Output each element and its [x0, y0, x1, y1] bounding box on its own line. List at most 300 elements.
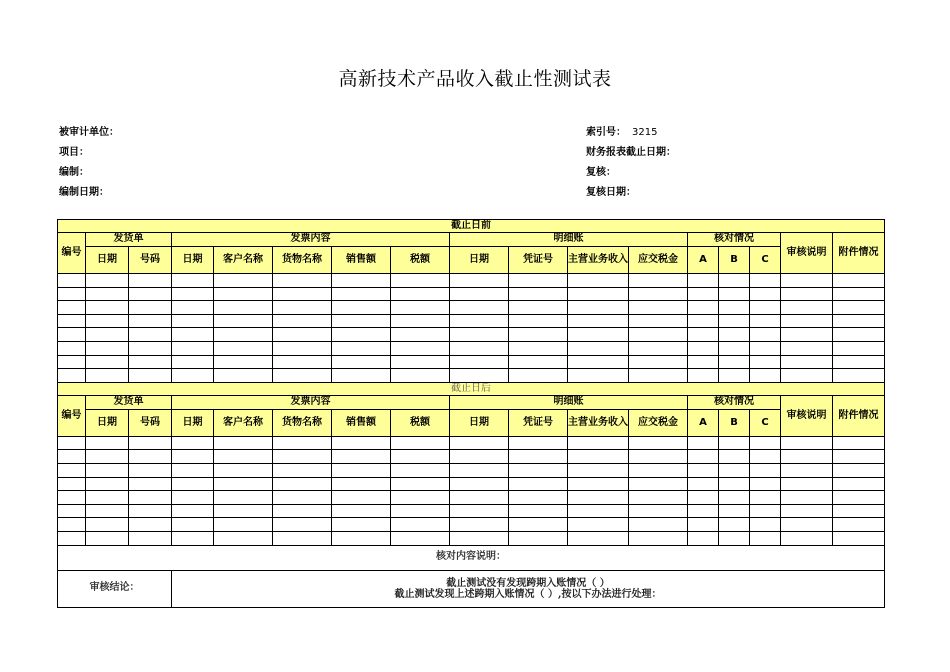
table-cell: [273, 504, 332, 518]
project-label: 项目：: [59, 147, 89, 158]
conclusion-text: [172, 570, 885, 607]
audited-unit-label: 被审计单位：: [59, 127, 119, 138]
table-cell: [450, 463, 509, 477]
table-cell: [273, 301, 332, 315]
table-cell: [332, 369, 391, 383]
table-cell: [391, 504, 450, 518]
table-cell: [629, 287, 688, 301]
table-row: [58, 531, 885, 545]
table-row: [58, 518, 885, 532]
table-cell: [688, 463, 719, 477]
table-cell: [172, 274, 214, 288]
table-cell: [509, 355, 568, 369]
table-cell: [172, 504, 214, 518]
table-cell: [719, 355, 750, 369]
prepared-by-label: 编制：: [59, 167, 89, 178]
table-cell: [568, 504, 629, 518]
table-cell: [214, 341, 273, 355]
table-cell: [833, 341, 885, 355]
table-cell: [719, 450, 750, 464]
table-cell: [629, 341, 688, 355]
table-cell: [781, 301, 833, 315]
table-cell: [86, 287, 129, 301]
table-cell: [391, 274, 450, 288]
table-cell: [833, 314, 885, 328]
table-cell: [129, 436, 172, 450]
table-cell: [332, 274, 391, 288]
table-cell: [58, 355, 86, 369]
table-cell: [273, 328, 332, 342]
table-cell: [214, 463, 273, 477]
col-delivery-date: 日期: [86, 247, 129, 274]
table-cell: [58, 463, 86, 477]
report-cutoff-date-label: 财务报表截止日期：: [586, 147, 676, 158]
table-cell: [509, 504, 568, 518]
table-cell: [214, 436, 273, 450]
table-cell: [332, 341, 391, 355]
table-cell: [129, 274, 172, 288]
table-cell: [781, 518, 833, 532]
table-cell: [629, 477, 688, 491]
table-cell: [629, 369, 688, 383]
table-cell: [568, 463, 629, 477]
table-cell: [629, 518, 688, 532]
after-cutoff-section: [58, 382, 885, 545]
table-cell: [172, 436, 214, 450]
table-cell: [719, 369, 750, 383]
col-ledger: 明细账: [450, 395, 688, 409]
verify-note-label: 核对内容说明：: [58, 545, 885, 570]
table-cell: [688, 504, 719, 518]
table-cell: [719, 518, 750, 532]
table-cell: [719, 341, 750, 355]
table-cell: [391, 328, 450, 342]
table-cell: [86, 531, 129, 545]
table-cell: [568, 450, 629, 464]
table-cell: [129, 531, 172, 545]
table-cell: [391, 341, 450, 355]
col-delivery-note: 发货单: [86, 395, 172, 409]
table-cell: [719, 287, 750, 301]
table-row: [58, 341, 885, 355]
table-cell: [509, 491, 568, 505]
table-cell: [509, 450, 568, 464]
table-cell: [450, 504, 509, 518]
table-cell: [214, 450, 273, 464]
table-cell: [58, 287, 86, 301]
table-cell: [214, 531, 273, 545]
table-cell: [781, 491, 833, 505]
table-cell: [450, 518, 509, 532]
table-cell: [688, 450, 719, 464]
table-cell: [214, 287, 273, 301]
before-cutoff-section: [58, 220, 885, 383]
table-cell: [172, 450, 214, 464]
col-review-note: 审核说明: [781, 395, 833, 436]
table-cell: [129, 477, 172, 491]
index-value: 3215: [632, 127, 658, 138]
table-cell: [450, 450, 509, 464]
table-cell: [273, 477, 332, 491]
table-cell: [391, 369, 450, 383]
table-cell: [450, 477, 509, 491]
table-cell: [719, 491, 750, 505]
table-cell: [450, 436, 509, 450]
table-cell: [86, 369, 129, 383]
col-tax: 税额: [391, 247, 450, 274]
table-cell: [688, 341, 719, 355]
table-cell: [629, 504, 688, 518]
table-cell: [750, 477, 781, 491]
table-cell: [58, 491, 86, 505]
table-cell: [86, 463, 129, 477]
col-sales: 销售额: [332, 409, 391, 436]
table-cell: [781, 450, 833, 464]
table-cell: [568, 518, 629, 532]
conclusion-line-2: 截止测试发现上述跨期入账情况（ ）,按以下办法进行处理：: [394, 588, 662, 600]
table-cell: [509, 341, 568, 355]
table-cell: [750, 504, 781, 518]
table-cell: [781, 355, 833, 369]
table-cell: [750, 369, 781, 383]
table-cell: [509, 477, 568, 491]
table-cell: [172, 287, 214, 301]
table-cell: [509, 274, 568, 288]
table-cell: [391, 450, 450, 464]
col-delivery-number: 号码: [129, 409, 172, 436]
col-tax: 税额: [391, 409, 450, 436]
table-cell: [568, 314, 629, 328]
col-attachment: 附件情况: [833, 395, 885, 436]
table-cell: [450, 341, 509, 355]
table-cell: [450, 491, 509, 505]
table-cell: [719, 314, 750, 328]
col-voucher: 凭证号: [509, 409, 568, 436]
table-cell: [833, 477, 885, 491]
col-delivery-number: 号码: [129, 247, 172, 274]
table-cell: [129, 504, 172, 518]
table-cell: [273, 287, 332, 301]
col-ledger-date: 日期: [450, 247, 509, 274]
table-cell: [688, 287, 719, 301]
col-delivery-note: 发货单: [86, 233, 172, 247]
table-cell: [719, 504, 750, 518]
table-cell: [750, 274, 781, 288]
table-cell: [273, 274, 332, 288]
table-cell: [172, 518, 214, 532]
table-cell: [129, 450, 172, 464]
table-cell: [833, 518, 885, 532]
table-cell: [781, 369, 833, 383]
table-cell: [509, 287, 568, 301]
table-cell: [509, 369, 568, 383]
table-cell: [688, 355, 719, 369]
table-cell: [750, 341, 781, 355]
table-cell: [172, 491, 214, 505]
table-cell: [332, 355, 391, 369]
table-cell: [629, 491, 688, 505]
table-cell: [629, 450, 688, 464]
table-cell: [58, 328, 86, 342]
table-cell: [781, 477, 833, 491]
table-cell: [273, 436, 332, 450]
table-cell: [833, 504, 885, 518]
reviewed-by-label: 复核：: [586, 167, 616, 178]
table-cell: [58, 314, 86, 328]
table-cell: [332, 531, 391, 545]
table-cell: [568, 436, 629, 450]
table-cell: [86, 491, 129, 505]
table-cell: [129, 369, 172, 383]
table-cell: [86, 477, 129, 491]
table-cell: [750, 518, 781, 532]
table-row: [58, 274, 885, 288]
review-date-label: 复核日期：: [586, 187, 636, 198]
table-cell: [129, 463, 172, 477]
table-cell: [750, 531, 781, 545]
table-cell: [273, 518, 332, 532]
table-cell: [833, 369, 885, 383]
table-cell: [568, 355, 629, 369]
table-cell: [450, 369, 509, 383]
table-cell: [509, 463, 568, 477]
table-cell: [781, 531, 833, 545]
table-cell: [172, 314, 214, 328]
col-check-c: C: [750, 247, 781, 274]
table-cell: [750, 355, 781, 369]
table-cell: [568, 301, 629, 315]
table-cell: [58, 450, 86, 464]
table-cell: [86, 450, 129, 464]
table-cell: [391, 463, 450, 477]
table-cell: [332, 314, 391, 328]
table-cell: [58, 369, 86, 383]
table-cell: [214, 355, 273, 369]
table-row: [58, 369, 885, 383]
table-cell: [172, 328, 214, 342]
table-cell: [688, 518, 719, 532]
table-cell: [273, 450, 332, 464]
table-cell: [719, 477, 750, 491]
table-row: [58, 355, 885, 369]
table-cell: [750, 301, 781, 315]
table-row: [58, 328, 885, 342]
table-cell: [86, 301, 129, 315]
table-cell: [781, 463, 833, 477]
table-cell: [688, 328, 719, 342]
table-cell: [214, 274, 273, 288]
table-cell: [688, 531, 719, 545]
col-main-income: 主营业务收入: [568, 247, 629, 274]
table-cell: [568, 369, 629, 383]
table-cell: [172, 301, 214, 315]
table-row: [58, 314, 885, 328]
section-after-cutoff: 截止日后: [58, 382, 885, 395]
table-cell: [629, 463, 688, 477]
table-cell: [214, 314, 273, 328]
table-cell: [719, 531, 750, 545]
table-cell: [86, 504, 129, 518]
table-cell: [750, 287, 781, 301]
table-cell: [273, 369, 332, 383]
table-cell: [629, 531, 688, 545]
table-cell: [568, 341, 629, 355]
table-cell: [688, 314, 719, 328]
table-row: [58, 491, 885, 505]
col-tax-payable: 应交税金: [629, 409, 688, 436]
table-cell: [391, 301, 450, 315]
col-invoice: 发票内容: [172, 395, 450, 409]
table-cell: [509, 328, 568, 342]
table-cell: [568, 274, 629, 288]
table-cell: [833, 274, 885, 288]
table-cell: [509, 314, 568, 328]
table-cell: [172, 355, 214, 369]
col-goods: 货物名称: [273, 247, 332, 274]
table-cell: [86, 328, 129, 342]
table-cell: [273, 491, 332, 505]
col-sales: 销售额: [332, 247, 391, 274]
table-cell: [833, 531, 885, 545]
table-cell: [214, 301, 273, 315]
col-check-b: B: [719, 409, 750, 436]
col-customer: 客户名称: [214, 247, 273, 274]
col-verify: 核对情况: [688, 395, 781, 409]
table-cell: [688, 477, 719, 491]
table-cell: [58, 518, 86, 532]
table-cell: [750, 463, 781, 477]
table-row: [58, 436, 885, 450]
table-cell: [629, 355, 688, 369]
table-cell: [273, 531, 332, 545]
table-row: [58, 504, 885, 518]
table-cell: [833, 436, 885, 450]
index-label: 索引号：: [586, 127, 626, 138]
col-check-a: A: [688, 247, 719, 274]
table-cell: [332, 463, 391, 477]
table-cell: [833, 450, 885, 464]
table-cell: [391, 531, 450, 545]
table-cell: [688, 274, 719, 288]
table-cell: [450, 314, 509, 328]
table-cell: [58, 436, 86, 450]
table-cell: [568, 491, 629, 505]
table-cell: [450, 355, 509, 369]
col-main-income: 主营业务收入: [568, 409, 629, 436]
table-cell: [568, 287, 629, 301]
table-cell: [719, 301, 750, 315]
table-cell: [129, 328, 172, 342]
table-cell: [450, 328, 509, 342]
table-cell: [129, 491, 172, 505]
table-cell: [629, 314, 688, 328]
table-cell: [750, 314, 781, 328]
table-cell: [509, 518, 568, 532]
table-cell: [58, 341, 86, 355]
page-title: 高新技术产品收入截止性测试表: [338, 68, 612, 90]
table-cell: [58, 301, 86, 315]
col-customer: 客户名称: [214, 409, 273, 436]
table-cell: [781, 504, 833, 518]
table-cell: [509, 436, 568, 450]
footer-section: [58, 545, 885, 607]
col-review-note: 审核说明: [781, 233, 833, 274]
table-cell: [86, 436, 129, 450]
table-cell: [568, 477, 629, 491]
col-number: 编号: [58, 233, 86, 274]
table-row: [58, 450, 885, 464]
table-cell: [86, 314, 129, 328]
table-cell: [129, 355, 172, 369]
section-before-cutoff: 截止日前: [58, 220, 885, 233]
table-cell: [172, 531, 214, 545]
table-cell: [172, 369, 214, 383]
table-cell: [172, 463, 214, 477]
col-attachment: 附件情况: [833, 233, 885, 274]
table-cell: [129, 301, 172, 315]
conclusion-label: 审核结论：: [58, 570, 172, 607]
table-cell: [781, 287, 833, 301]
col-verify: 核对情况: [688, 233, 781, 247]
cutoff-test-table: [57, 219, 885, 608]
table-cell: [58, 504, 86, 518]
table-cell: [629, 301, 688, 315]
table-cell: [450, 287, 509, 301]
table-cell: [214, 491, 273, 505]
table-cell: [688, 301, 719, 315]
table-cell: [719, 328, 750, 342]
table-cell: [629, 436, 688, 450]
table-cell: [214, 504, 273, 518]
table-cell: [719, 463, 750, 477]
col-check-b: B: [719, 247, 750, 274]
table-cell: [332, 301, 391, 315]
table-cell: [509, 531, 568, 545]
table-row: [58, 463, 885, 477]
table-cell: [833, 328, 885, 342]
col-delivery-date: 日期: [86, 409, 129, 436]
col-goods: 货物名称: [273, 409, 332, 436]
table-cell: [86, 518, 129, 532]
table-cell: [509, 301, 568, 315]
prepared-date-label: 编制日期：: [59, 187, 109, 198]
col-voucher: 凭证号: [509, 247, 568, 274]
table-cell: [833, 491, 885, 505]
table-cell: [750, 328, 781, 342]
table-cell: [450, 274, 509, 288]
table-cell: [214, 369, 273, 383]
table-cell: [332, 436, 391, 450]
table-cell: [781, 328, 833, 342]
table-cell: [629, 328, 688, 342]
table-cell: [833, 463, 885, 477]
table-cell: [391, 287, 450, 301]
table-cell: [332, 477, 391, 491]
table-cell: [273, 463, 332, 477]
col-ledger-date: 日期: [450, 409, 509, 436]
table-cell: [688, 436, 719, 450]
table-cell: [332, 491, 391, 505]
conclusion-line-1: 截止测试没有发现跨期入账情况（ ）: [446, 577, 610, 589]
table-cell: [391, 477, 450, 491]
table-cell: [332, 287, 391, 301]
table-cell: [391, 436, 450, 450]
col-invoice: 发票内容: [172, 233, 450, 247]
col-check-a: A: [688, 409, 719, 436]
table-cell: [688, 369, 719, 383]
table-cell: [86, 355, 129, 369]
table-cell: [750, 491, 781, 505]
